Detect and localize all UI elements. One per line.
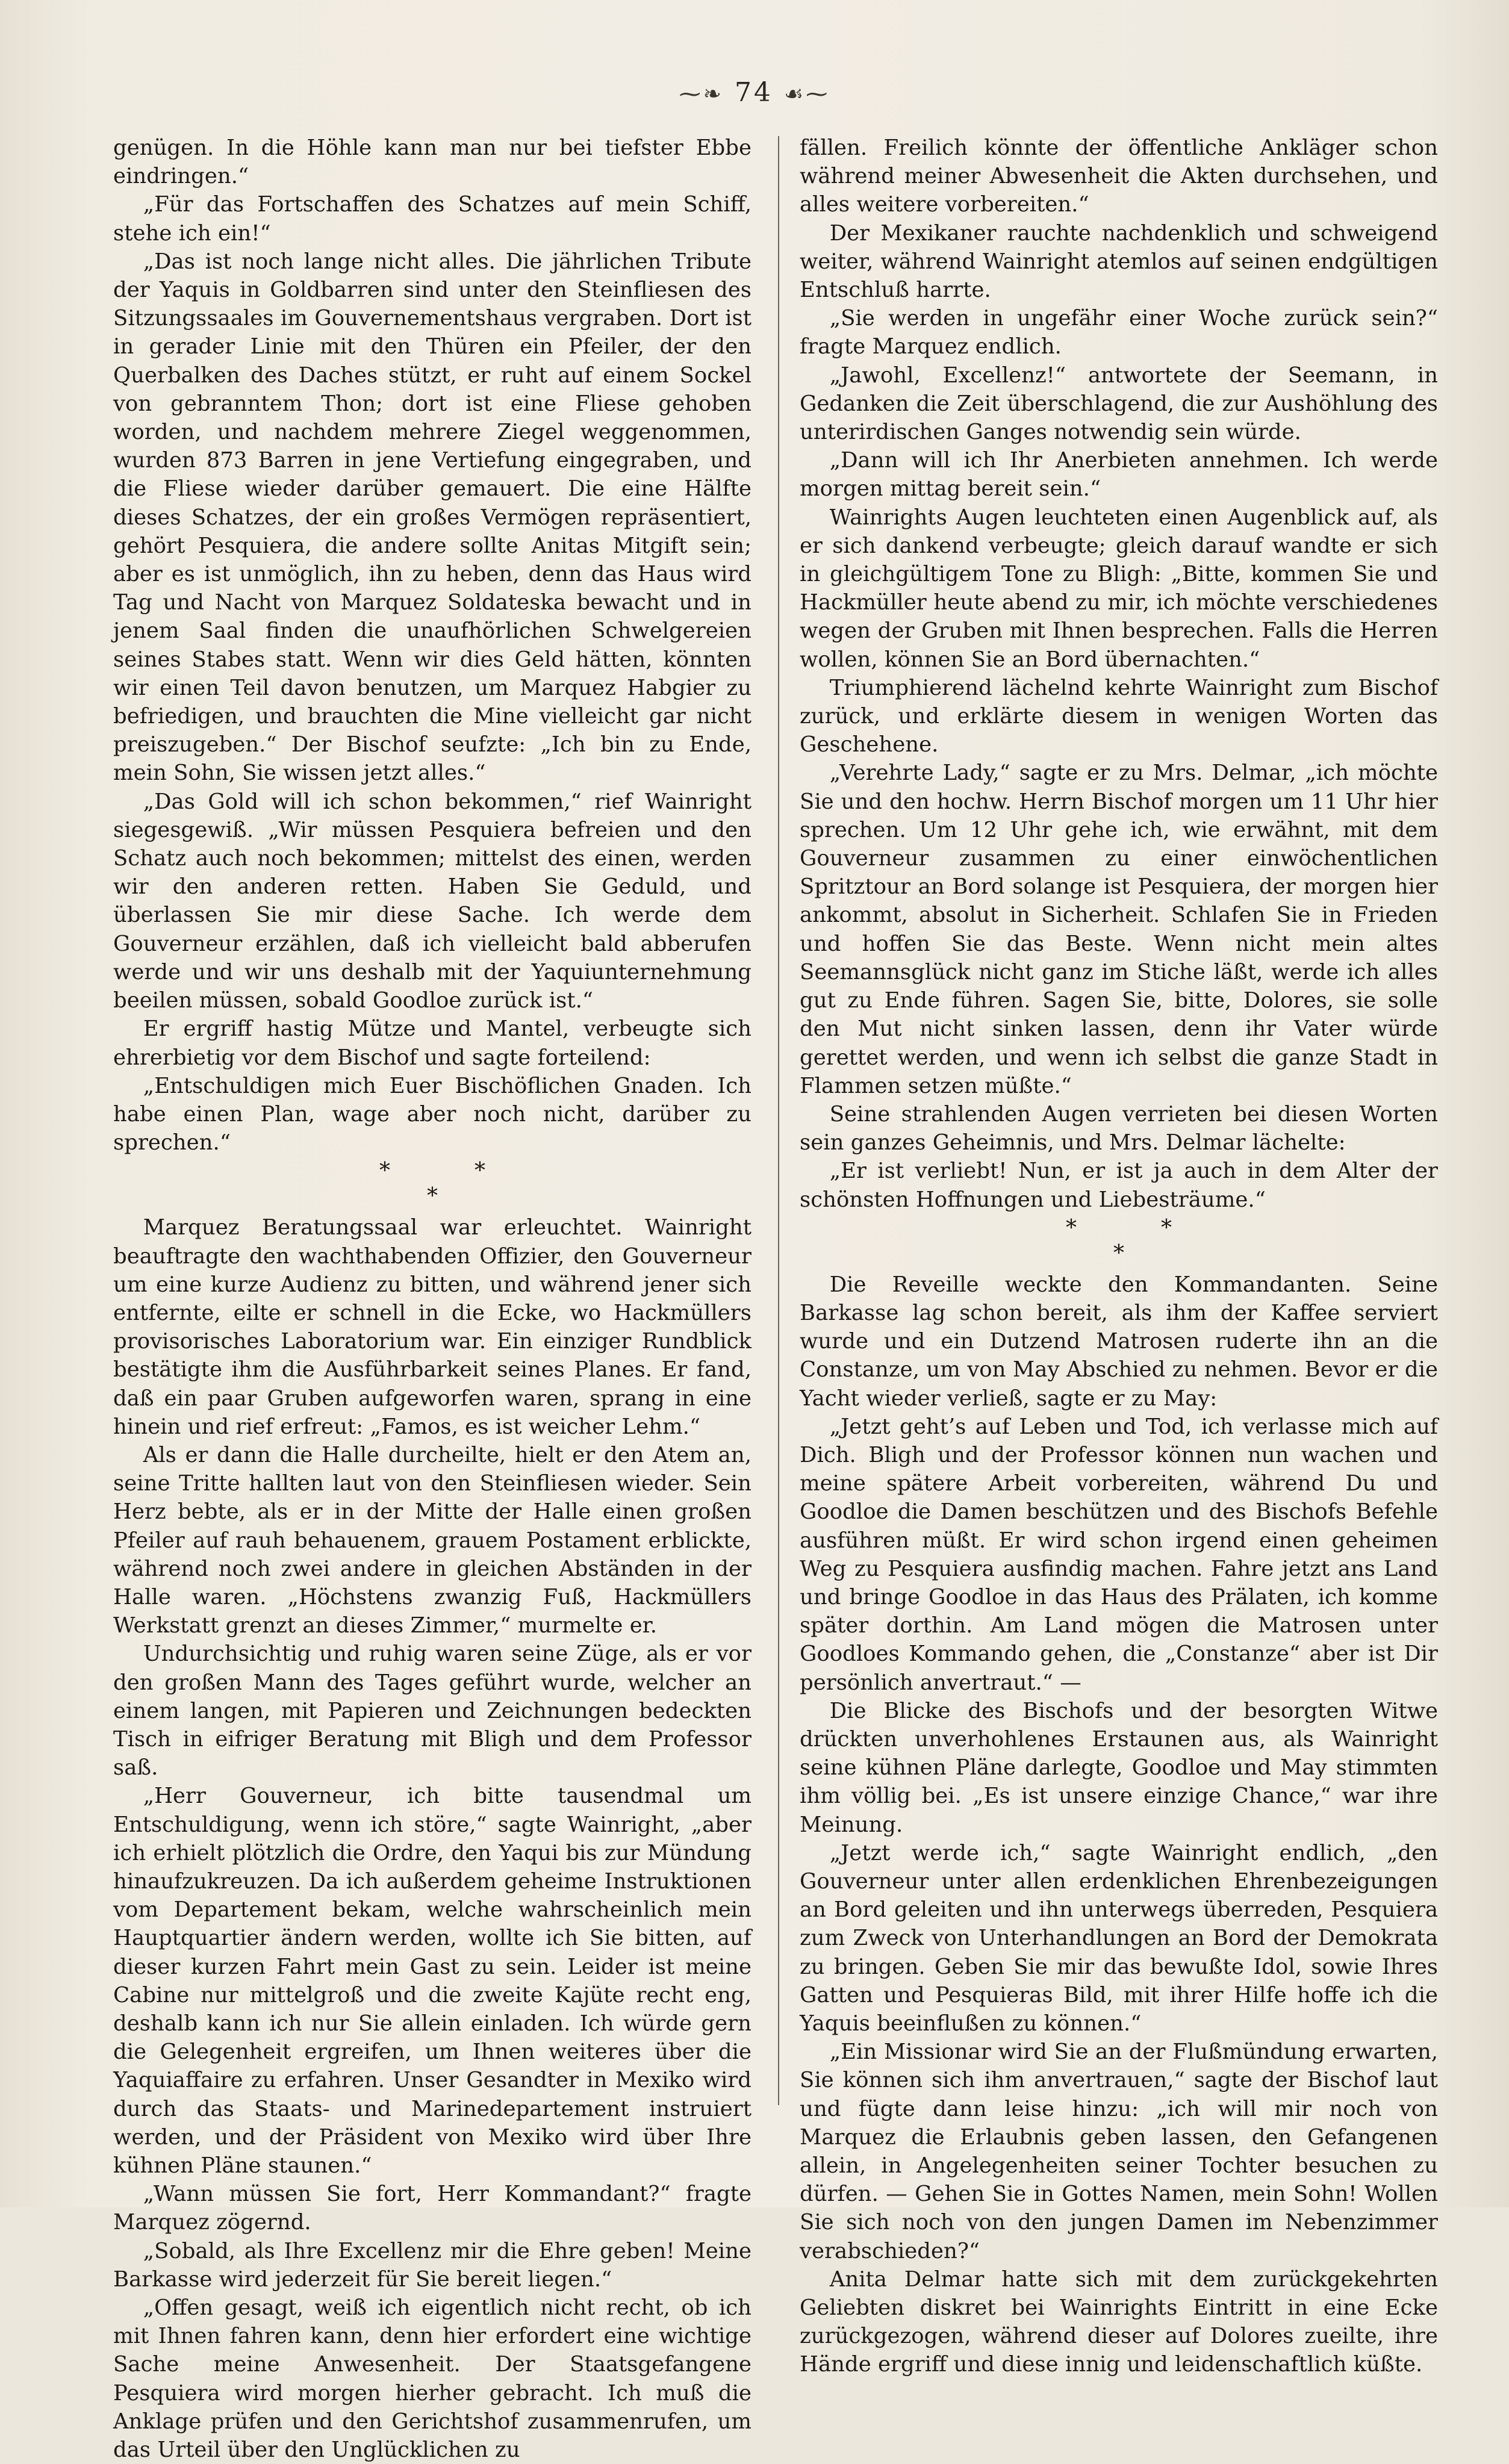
paragraph: Die Reveille weckte den Kommandanten. Seine Barkasse lag schon bereit, als ihm der Kaffee serviert wurde und ein Dutzend Matrosen ruderte ihn an die Constanze, um von May Abschied zu nehmen. Bevor er die Yacht wieder verließ, sagte er zu May: [800, 1272, 1438, 1411]
paragraph: „Verehrte Lady,“ sagte er zu Mrs. Delmar, „ich möchte Sie und den hochw. Herrn Bischof morgen um 11 Uhr hier sprechen. Um 12 Uhr gehe ich, wie erwähnt, mit dem Gouverneur zusammen zu einer einwöchentlichen Spritztour an Bord solange ist Pesquiera, der morgen hier ankommt, absolut in Sicherheit. Schlafen Sie in Frieden und hoffen Sie das Beste. Wenn nicht mein altes Seemannsglück nicht ganz im Stiche läßt, werde ich alles gut zu Ende führen. Sagen Sie, bitte, Dolores, sie solle den Mut nicht sinken lassen, denn ihr Vater würde gerettet werden, und wenn ich selbst die ganze Stadt in Flammen setzen müßte.“ [800, 761, 1438, 1098]
paragraph: Die Blicke des Bischofs und der besorgten Witwe drückten unverhohlenes Erstaunen aus, als Wainright seine kühnen Pläne darlegte, Goodloe und May stimmten ihm völlig bei. „Es ist unsere einzige Chance,“ war ihre Meinung. [800, 1698, 1438, 1837]
paragraph: genügen. In die Höhle kann man nur bei tiefster Ebbe eindringen.“ [113, 135, 751, 189]
section-separator: * * [1066, 1215, 1172, 1240]
paragraph: „Wann müssen Sie fort, Herr Kommandant?“ fragte Marquez zögernd. [113, 2182, 751, 2235]
ornament-right-icon: ☙⁓ [783, 82, 830, 107]
paragraph: „Das Gold will ich schon bekommen,“ rief Wainright siegesgewiß. „Wir müssen Pesquiera befreien und den Schatz auch noch bekommen; mittelst des einen, werden wir den anderen retten. Haben Sie Geduld, und überlassen Sie mir diese Sache. Ich werde dem Gouverneur erzählen, daß ich vielleicht bald abberufen werde und wir uns deshalb mit der Yaquiunternehmung beeilen müssen, sobald Goodloe zurück ist.“ [113, 789, 751, 1013]
section-separator: * * [379, 1159, 485, 1184]
paragraph: Undurchsichtig und ruhig waren seine Züge, als er vor den großen Mann des Tages geführt wurde, welcher an einem langen, mit Papieren und Zeichnungen bedeckten Tisch in eifriger Beratung mit Bligh und dem Professor saß. [113, 1641, 751, 1781]
paragraph: Als er dann die Halle durcheilte, hielt er den Atem an, seine Tritte hallten laut von den Steinfliesen wieder. Sein Herz bebte, als er in der Mitte der Halle einen großen Pfeiler auf rauh behauenem, grauem Postament erblickte, während noch zwei andere in gleichen Abständen in der Halle waren. „Höchstens zwanzig Fuß, Hackmüllers Werkstatt grenzt an dieses Zimmer,“ murmelte er. [113, 1442, 751, 1638]
paragraph: „Er ist verliebt! Nun, er ist ja auch in dem Alter der schönsten Hoffnungen und Liebesträume.“ [800, 1159, 1438, 1212]
paragraph: „Offen gesagt, weiß ich eigentlich nicht recht, ob ich mit Ihnen fahren kann, denn hier erfordert eine wichtige Sache meine Anwesenheit. Der Staatsgefangene Pesquiera wird morgen hierher gebracht. Ich muß die Anklage prüfen und den Gerichtshof zusammenrufen, um das Urteil über den Unglücklichen zu [113, 2295, 751, 2463]
paragraph: „Herr Gouverneur, ich bitte tausendmal um Entschuldigung, wenn ich störe,“ sagte Wainright, „aber ich erhielt plötzlich die Ordre, den Yaqui bis zur Mündung hinaufzukreuzen. Da ich außerdem geheime Instruktionen vom Departement bekam, welche wahrscheinlich mein Hauptquartier ändern werden, wollte ich Sie bitten, auf dieser kurzen Fahrt mein Gast zu sein. Leider ist meine Cabine nur mittelgroß und die zweite Kajüte recht eng, deshalb kann ich nur Sie allein einladen. Ich würde gern die Gelegenheit ergreifen, um Ihnen weiteres über die Yaquiaffaire zu erfahren. Unser Gesandter in Mexiko wird durch das Staats- und Marinedepartement instruiert werden, und der Präsident von Mexiko wird über Ihre kühnen Pläne staunen.“ [113, 1784, 751, 2179]
paragraph: Anita Delmar hatte sich mit dem zurückgekehrten Geliebten diskret bei Wainrights Eintritt in eine Ecke zurückgezogen, während dieser auf Dolores zueilte, ihre Hände ergriff und diese innig und leidenschaftlich küßte. [800, 2266, 1438, 2377]
paragraph: fällen. Freilich könnte der öffentliche Ankläger schon während meiner Abwesenheit die Akten durchsehen, und alles weitere vorbereiten.“ [800, 135, 1438, 217]
left-column [113, 134, 751, 2463]
ornament-left-icon: ⁓❧ [679, 82, 724, 107]
paragraph: Der Mexikaner rauchte nachdenklich und schweigend weiter, während Wainright atemlos auf seinen endgültigen Entschluß harrte. [800, 220, 1438, 303]
paragraph: „Jetzt geht’s auf Leben und Tod, ich verlasse mich auf Dich. Bligh und der Professor können nun wachen und meine spätere Arbeit vorbereiten, während Du und Goodloe die Damen beschützen und des Bischofs Befehle ausführen müßt. Er wird schon irgend einen geheimen Weg zu Pesquiera ausfindig machen. Fahre jetzt ans Land und bringe Goodloe in das Haus des Prälaten, ich komme später dorthin. Am Land mögen die Matrosen unter Goodloes Kommando gehen, die „Constanze“ aber ist Dir persönlich anvertraut.“ — [800, 1414, 1438, 1695]
paragraph: „Dann will ich Ihr Anerbieten annehmen. Ich werde morgen mittag bereit sein.“ [800, 448, 1438, 502]
column-divider [778, 136, 779, 2105]
paragraph: „Für das Fortschaffen des Schatzes auf mein Schiff, stehe ich ein!“ [113, 192, 751, 246]
paragraph: Triumphierend lächelnd kehrte Wainright zum Bischof zurück, und erklärte diesem in wenigen Worten das Geschehene. [800, 675, 1438, 758]
right-column [800, 134, 1438, 2377]
section-separator-single: * [427, 1184, 438, 1209]
paragraph: „Entschuldigen mich Euer Bischöflichen Gnaden. Ich habe einen Plan, wage aber noch nicht, darüber zu sprechen.“ [113, 1073, 751, 1156]
paragraph: „Ein Missionar wird Sie an der Flußmündung erwarten, Sie können sich ihm anvertrauen,“ sagte der Bischof laut und fügte dann leise hinzu: „ich will mir noch von Marquez die Erlaubnis geben lassen, den Gefangenen allein, in Angelegenheiten seiner Tochter besuchen zu dürfen. — Gehen Sie in Gottes Namen, mein Sohn! Wollen Sie sich noch von den jungen Damen im Nebenzimmer verabschieden?“ [800, 2039, 1438, 2263]
paragraph: Marquez Beratungssaal war erleuchtet. Wainright beauftragte den wachthabenden Offizier, den Gouverneur um eine kurze Audienz zu bitten, und während jener sich entfernte, eilte er schnell in die Ecke, wo Hackmüllers provisorisches Laboratorium war. Ein einziger Rundblick bestätigte ihm die Ausführbarkeit seines Planes. Er fand, daß ein paar Gruben aufgeworfen waren, sprang in eine hinein und rief erfreut: „Famos, es ist weicher Lehm.“ [113, 1215, 751, 1439]
page-number: 74 [734, 77, 773, 108]
paragraph: Wainrights Augen leuchteten einen Augenblick auf, als er sich dankend verbeugte; gleich darauf wandte er sich in gleichgültigem Tone zu Bligh: „Bitte, kommen Sie und Hackmüller heute abend zu mir, ich möchte verschiedenes wegen der Gruben mit Ihnen besprechen. Falls die Herren wollen, können Sie an Bord übernachten.“ [800, 505, 1438, 672]
paragraph: „Das ist noch lange nicht alles. Die jährlichen Tribute der Yaquis in Goldbarren sind unter den Steinfliesen des Sitzungssaales im Gouvernementshaus vergraben. Dort ist in gerader Linie mit den Thüren ein Pfeiler, der den Querbalken des Daches stützt, er ruht auf einem Sockel von gebranntem Thon; dort ist eine Fliese gehoben worden, und nachdem mehrere Ziegel weggenommen, wurden 873 Barren in jene Vertiefung eingegraben, und die Fliese wieder darüber gemauert. Die eine Hälfte dieses Schatzes, der ein großes Vermögen repräsentiert, gehört Pesquiera, die andere sollte Anitas Mitgift sein; aber es ist unmöglich, ihn zu heben, denn das Haus wird Tag und Nacht von Marquez Soldateska bewacht und in jenem Saal finden die unaufhörlichen Schwelgereien seines Stabes statt. Wenn wir dies Geld hätten, könnten wir einen Teil davon benutzen, um Marquez Habgier zu befriedigen, und brauchten die Mine vielleicht gar nicht preiszugeben.“ Der Bischof seufzte: „Ich bin zu Ende, mein Sohn, Sie wissen jetzt alles.“ [113, 249, 751, 786]
paragraph: „Sie werden in ungefähr einer Woche zurück sein?“ fragte Marquez endlich. [800, 306, 1438, 359]
page-header [0, 77, 1509, 108]
paragraph: Er ergriff hastig Mütze und Mantel, verbeugte sich ehrerbietig vor dem Bischof und sagte forteilend: [113, 1016, 751, 1070]
paragraph: Seine strahlenden Augen verrieten bei diesen Worten sein ganzes Geheimnis, und Mrs. Delmar lächelte: [800, 1101, 1438, 1156]
paragraph: „Sobald, als Ihre Excellenz mir die Ehre geben! Meine Barkasse wird jederzeit für Sie bereit liegen.“ [113, 2238, 751, 2292]
section-separator-single: * [1113, 1240, 1124, 1266]
paragraph: „Jetzt werde ich,“ sagte Wainright endlich, „den Gouverneur unter allen erdenklichen Ehrenbezeigungen an Bord geleiten und ihn unterwegs überreden, Pesquiera zum Zweck von Unterhandlungen an Bord der Demokrata zu bringen. Geben Sie mir das bewußte Idol, sowie Ihres Gatten und Pesquieras Bild, mit ihrer Hilfe hoffe ich die Yaquis beeinflußen zu können.“ [800, 1840, 1438, 2036]
paragraph: „Jawohl, Excellenz!“ antwortete der Seemann, in Gedanken die Zeit überschlagend, die zur Aushöhlung des unterirdischen Ganges notwendig sein würde. [800, 362, 1438, 445]
